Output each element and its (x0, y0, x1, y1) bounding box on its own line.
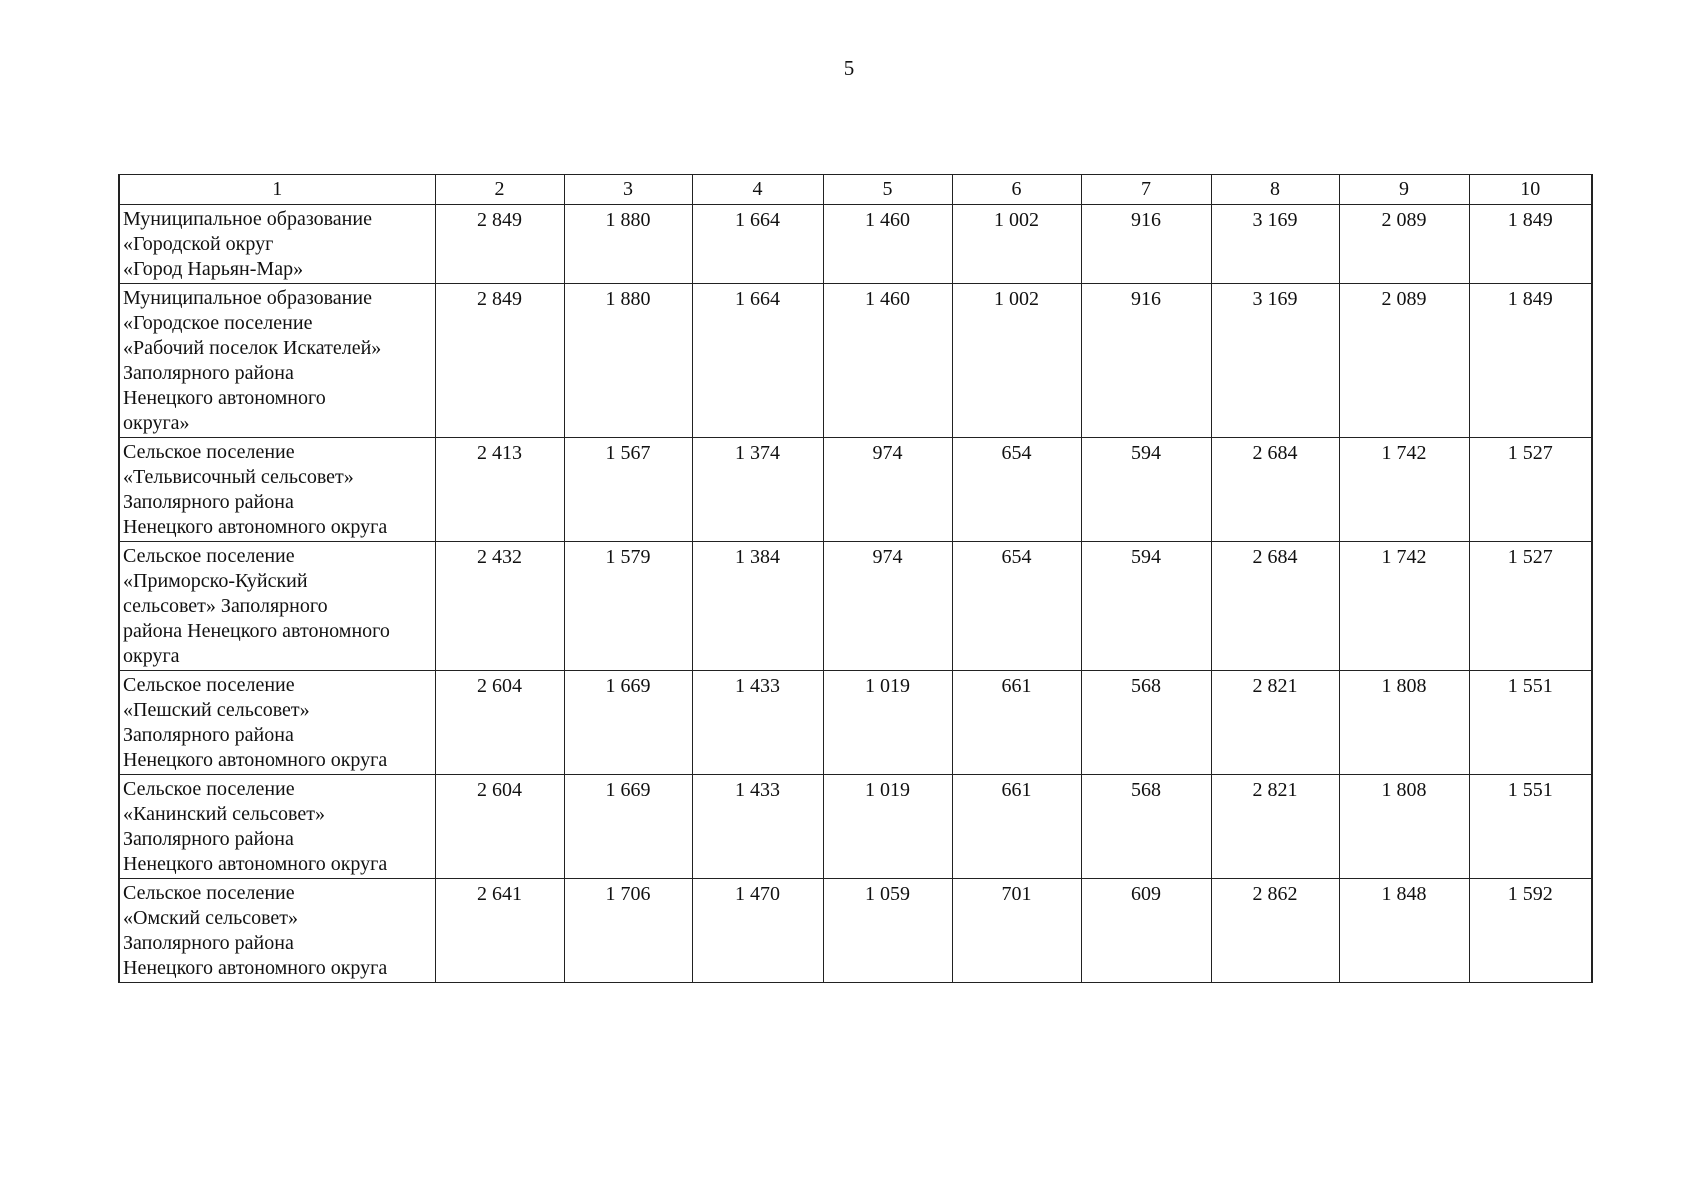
municipality-name-line: «Омский сельсовет» (123, 907, 299, 929)
column-header: 2 (435, 175, 564, 205)
municipality-name-cell (119, 542, 435, 671)
value-cell: 1 551 (1469, 775, 1592, 879)
value-cell: 594 (1081, 438, 1211, 542)
header-row (119, 175, 1592, 205)
value-cell: 1 460 (823, 205, 952, 284)
municipality-name-cell (119, 205, 435, 284)
value-cell: 661 (952, 775, 1081, 879)
municipality-name-line: Заполярного района (123, 724, 294, 746)
value-cell: 1 664 (692, 205, 823, 284)
column-header: 10 (1469, 175, 1592, 205)
municipality-name-line: округа» (123, 412, 190, 434)
municipality-name-cell (119, 879, 435, 983)
value-cell: 1 808 (1339, 671, 1469, 775)
municipality-name-line: района Ненецкого автономного (123, 620, 390, 642)
municipality-name-line: Заполярного района (123, 362, 294, 384)
value-cell: 1 433 (692, 671, 823, 775)
value-cell: 2 849 (435, 284, 564, 438)
value-cell: 1 019 (823, 775, 952, 879)
value-cell: 609 (1081, 879, 1211, 983)
value-cell: 1 384 (692, 542, 823, 671)
municipality-name-line: Сельское поселение (123, 882, 295, 904)
value-cell: 916 (1081, 284, 1211, 438)
column-header: 7 (1081, 175, 1211, 205)
municipality-name-line: Сельское поселение (123, 674, 295, 696)
value-cell: 1 880 (564, 284, 692, 438)
municipality-name-line: Ненецкого автономного округа (123, 516, 388, 538)
municipality-name-line: Заполярного района (123, 491, 294, 513)
table-row (119, 438, 1592, 542)
value-cell: 1 669 (564, 671, 692, 775)
municipality-name-line: Сельское поселение (123, 778, 295, 800)
value-cell: 974 (823, 542, 952, 671)
value-cell: 1 567 (564, 438, 692, 542)
municipality-name-line: «Рабочий поселок Искателей» (123, 337, 382, 359)
table-row (119, 671, 1592, 775)
municipality-name-line: сельсовет» Заполярного (123, 595, 328, 617)
municipality-name-cell (119, 438, 435, 542)
value-cell: 1 433 (692, 775, 823, 879)
data-table (118, 174, 1593, 983)
municipality-name-cell (119, 671, 435, 775)
table-row (119, 879, 1592, 983)
municipality-name-line: Ненецкого автономного округа (123, 749, 388, 771)
municipality-name-line: «Тельвисочный сельсовет» (123, 466, 354, 488)
value-cell: 2 604 (435, 775, 564, 879)
value-cell: 2 821 (1211, 775, 1339, 879)
municipality-name-line: округа (123, 645, 180, 667)
value-cell: 1 849 (1469, 284, 1592, 438)
value-cell: 3 169 (1211, 284, 1339, 438)
table-row (119, 205, 1592, 284)
municipality-name-line: «Приморско-Куйский (123, 570, 308, 592)
value-cell: 2 089 (1339, 284, 1469, 438)
value-cell: 654 (952, 438, 1081, 542)
value-cell: 1 849 (1469, 205, 1592, 284)
value-cell: 1 002 (952, 205, 1081, 284)
value-cell: 2 413 (435, 438, 564, 542)
municipality-name-line: Ненецкого автономного округа (123, 957, 388, 979)
table-body (119, 175, 1592, 983)
municipality-name-line: Заполярного района (123, 932, 294, 954)
value-cell: 3 169 (1211, 205, 1339, 284)
value-cell: 1 664 (692, 284, 823, 438)
municipality-name-line: «Город Нарьян-Мар» (123, 258, 304, 280)
value-cell: 1 019 (823, 671, 952, 775)
value-cell: 654 (952, 542, 1081, 671)
municipality-name-line: Сельское поселение (123, 545, 295, 567)
value-cell: 2 641 (435, 879, 564, 983)
value-cell: 1 579 (564, 542, 692, 671)
value-cell: 1 592 (1469, 879, 1592, 983)
value-cell: 1 059 (823, 879, 952, 983)
column-header: 6 (952, 175, 1081, 205)
column-header: 3 (564, 175, 692, 205)
municipality-name-line: «Пешский сельсовет» (123, 699, 310, 721)
value-cell: 2 604 (435, 671, 564, 775)
table-row (119, 542, 1592, 671)
value-cell: 1 880 (564, 205, 692, 284)
column-header: 9 (1339, 175, 1469, 205)
municipality-name-line: Сельское поселение (123, 441, 295, 463)
municipality-name-line: Ненецкого автономного (123, 387, 326, 409)
value-cell: 1 808 (1339, 775, 1469, 879)
value-cell: 2 821 (1211, 671, 1339, 775)
municipality-name-line: Муниципальное образование (123, 287, 372, 309)
municipality-name-line: Заполярного района (123, 828, 294, 850)
value-cell: 1 706 (564, 879, 692, 983)
column-header: 8 (1211, 175, 1339, 205)
value-cell: 1 848 (1339, 879, 1469, 983)
value-cell: 568 (1081, 775, 1211, 879)
page-number: 5 (843, 56, 855, 80)
value-cell: 1 669 (564, 775, 692, 879)
value-cell: 2 684 (1211, 542, 1339, 671)
value-cell: 1 742 (1339, 438, 1469, 542)
value-cell: 2 849 (435, 205, 564, 284)
value-cell: 1 742 (1339, 542, 1469, 671)
table-row (119, 775, 1592, 879)
column-header: 4 (692, 175, 823, 205)
municipality-name-line: «Городской округ (123, 233, 274, 255)
column-header: 5 (823, 175, 952, 205)
value-cell: 916 (1081, 205, 1211, 284)
value-cell: 2 684 (1211, 438, 1339, 542)
column-header: 1 (119, 175, 435, 205)
value-cell: 1 460 (823, 284, 952, 438)
municipality-name-line: Ненецкого автономного округа (123, 853, 388, 875)
value-cell: 661 (952, 671, 1081, 775)
value-cell: 974 (823, 438, 952, 542)
municipality-name-line: Муниципальное образование (123, 208, 372, 230)
value-cell: 2 089 (1339, 205, 1469, 284)
municipality-name-cell (119, 284, 435, 438)
municipality-name-cell (119, 775, 435, 879)
value-cell: 701 (952, 879, 1081, 983)
value-cell: 594 (1081, 542, 1211, 671)
municipality-name-line: «Канинский сельсовет» (123, 803, 325, 825)
value-cell: 2 862 (1211, 879, 1339, 983)
value-cell: 1 374 (692, 438, 823, 542)
table-row (119, 284, 1592, 438)
value-cell: 1 551 (1469, 671, 1592, 775)
value-cell: 2 432 (435, 542, 564, 671)
value-cell: 1 002 (952, 284, 1081, 438)
value-cell: 1 470 (692, 879, 823, 983)
value-cell: 568 (1081, 671, 1211, 775)
municipality-name-line: «Городское поселение (123, 312, 313, 334)
value-cell: 1 527 (1469, 438, 1592, 542)
value-cell: 1 527 (1469, 542, 1592, 671)
